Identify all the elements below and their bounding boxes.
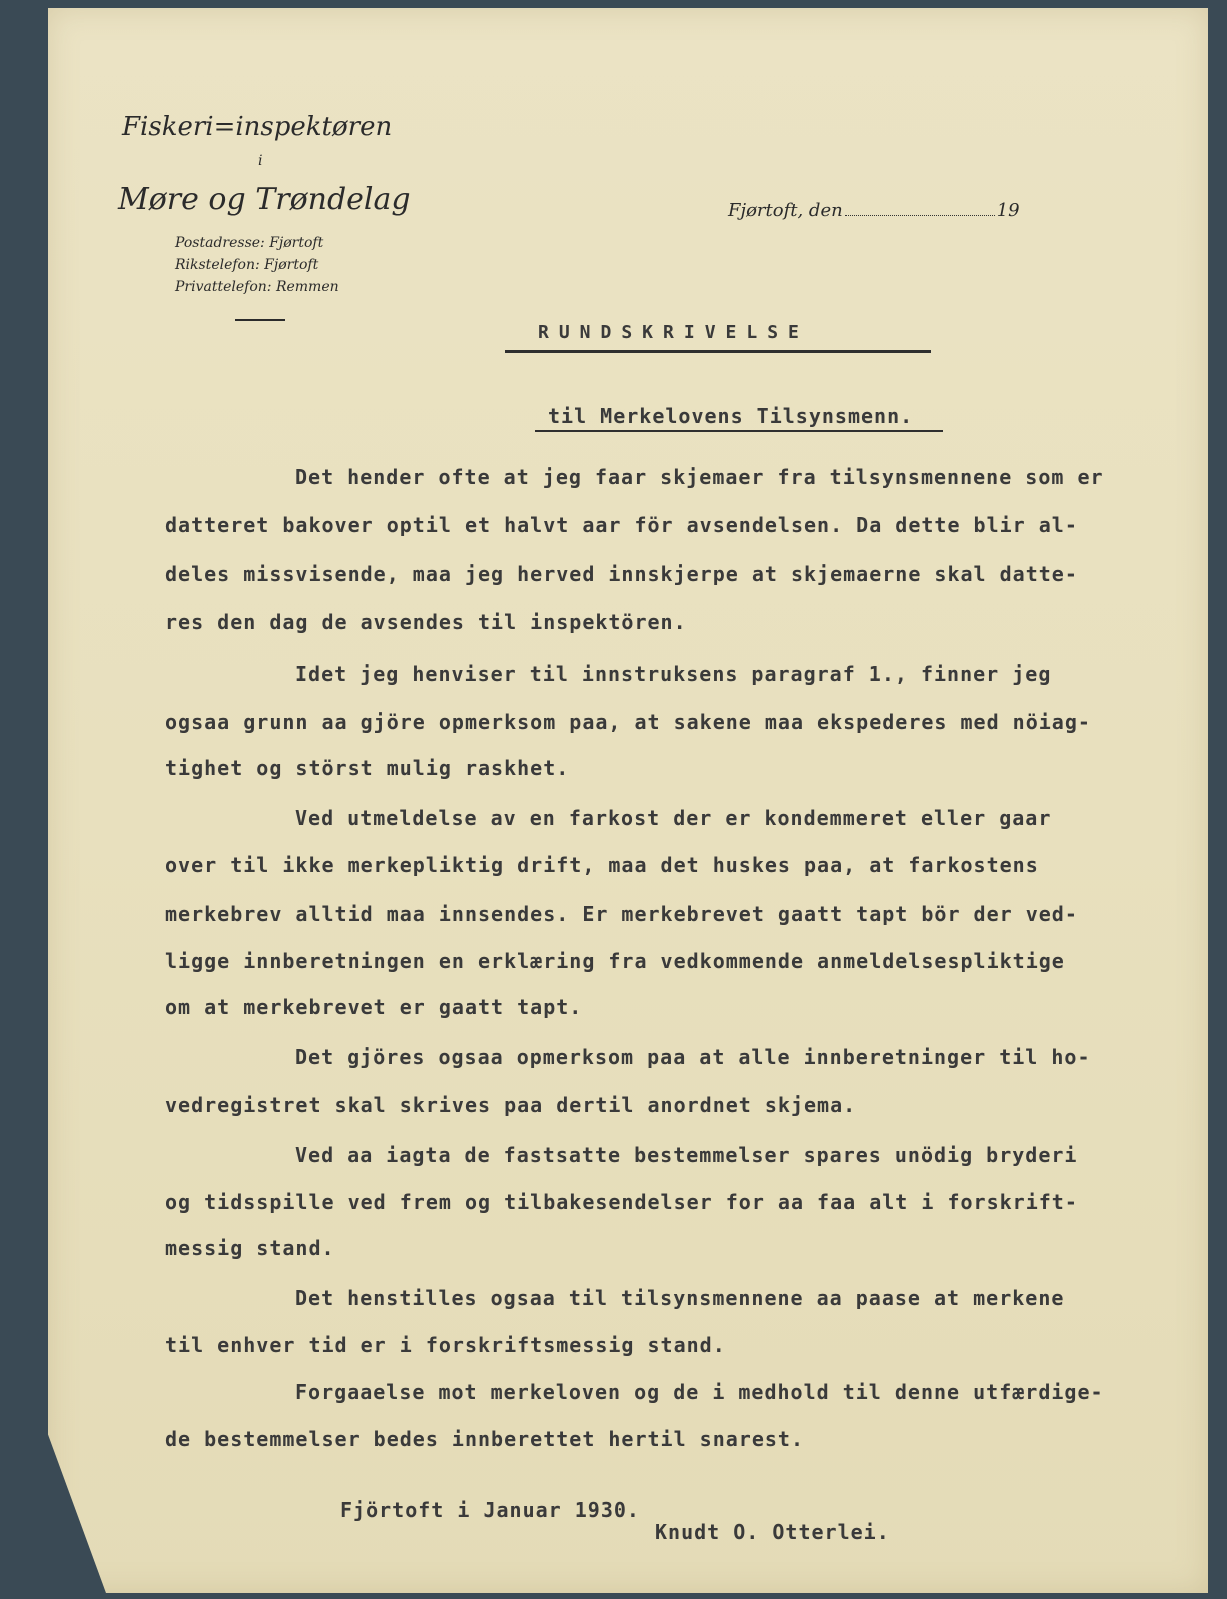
body-line: Det henstilles ogsaa til tilsynsmennene aa paase at merkene <box>295 1286 1065 1310</box>
date-line <box>728 200 1020 221</box>
body-line: til enhver tid er i forskriftsmessig stand. <box>165 1333 726 1357</box>
closing-place-date: Fjörtoft i Januar 1930. <box>340 1498 640 1522</box>
subtitle-underline <box>535 430 943 432</box>
body-line: og tidsspille ved frem og tilbakesendelser for aa faa alt i forskrift- <box>165 1190 1078 1214</box>
body-line: Forgaaelse mot merkeloven og de i medhold til denne utfærdige- <box>295 1380 1104 1404</box>
body-line: deles missvisende, maa jeg herved innskjerpe at skjemaerne skal datte- <box>165 562 1078 586</box>
body-line: Det hender ofte at jeg faar skjemaer fra tilsynsmennene som er <box>295 465 1104 489</box>
letterhead-region: Møre og Trøndelag <box>118 182 411 217</box>
body-line: res den dag de avsendes til inspektören. <box>165 610 687 634</box>
document-subtitle: til Merkelovens Tilsynsmenn. <box>548 404 914 428</box>
letterhead-connector: i <box>258 153 263 169</box>
body-line: merkebrev alltid maa innsendes. Er merkebrevet gaatt tapt bör der ved- <box>165 902 1078 926</box>
body-line: Det gjöres ogsaa opmerksom paa at alle innberetninger til ho- <box>295 1045 1091 1069</box>
date-prefix: Fjørtoft, den <box>728 200 843 221</box>
body-line: vedregistret skal skrives paa dertil anordnet skjema. <box>165 1093 857 1117</box>
body-line: messig stand. <box>165 1236 335 1260</box>
signature-name: Knudt O. Otterlei. <box>655 1520 890 1544</box>
body-line: datteret bakover optil et halvt aar för avsendelsen. Da dette blir al- <box>165 513 1078 537</box>
body-line: de bestemmelser bedes innberettet hertil snarest. <box>165 1427 805 1451</box>
body-line: Ved utmeldelse av en farkost der er kondemmeret eller gaar <box>295 806 1052 830</box>
body-line: Ved aa iagta de fastsatte bestemmelser spares unödig bryderi <box>295 1143 1078 1167</box>
body-line: om at merkebrevet er gaatt tapt. <box>165 995 583 1019</box>
date-year: 19 <box>996 200 1020 221</box>
address-line: Rikstelefon: Fjørtoft <box>175 257 319 273</box>
letterhead-rule <box>235 319 285 321</box>
address-line: Privattelefon: Remmen <box>175 279 339 295</box>
body-line: ogsaa grunn aa gjöre opmerksom paa, at sakene maa ekspederes med nöiag- <box>165 710 1091 734</box>
address-line: Postadresse: Fjørtoft <box>175 235 324 251</box>
letterhead-address <box>175 232 339 298</box>
date-blank <box>845 215 995 216</box>
body-line: Idet jeg henviser til innstruksens paragraf 1., finner jeg <box>295 662 1052 686</box>
title-underline <box>505 350 931 353</box>
body-line: ligge innberetningen en erklæring fra vedkommende anmeldelsespliktige <box>165 949 1065 973</box>
document-title: RUNDSKRIVELSE <box>538 322 809 343</box>
letterhead-office: Fiskeri=inspektøren <box>122 112 393 142</box>
body-line: over til ikke merkepliktig drift, maa det huskes paa, at farkostens <box>165 853 1039 877</box>
body-line: tighet og störst mulig raskhet. <box>165 756 570 780</box>
